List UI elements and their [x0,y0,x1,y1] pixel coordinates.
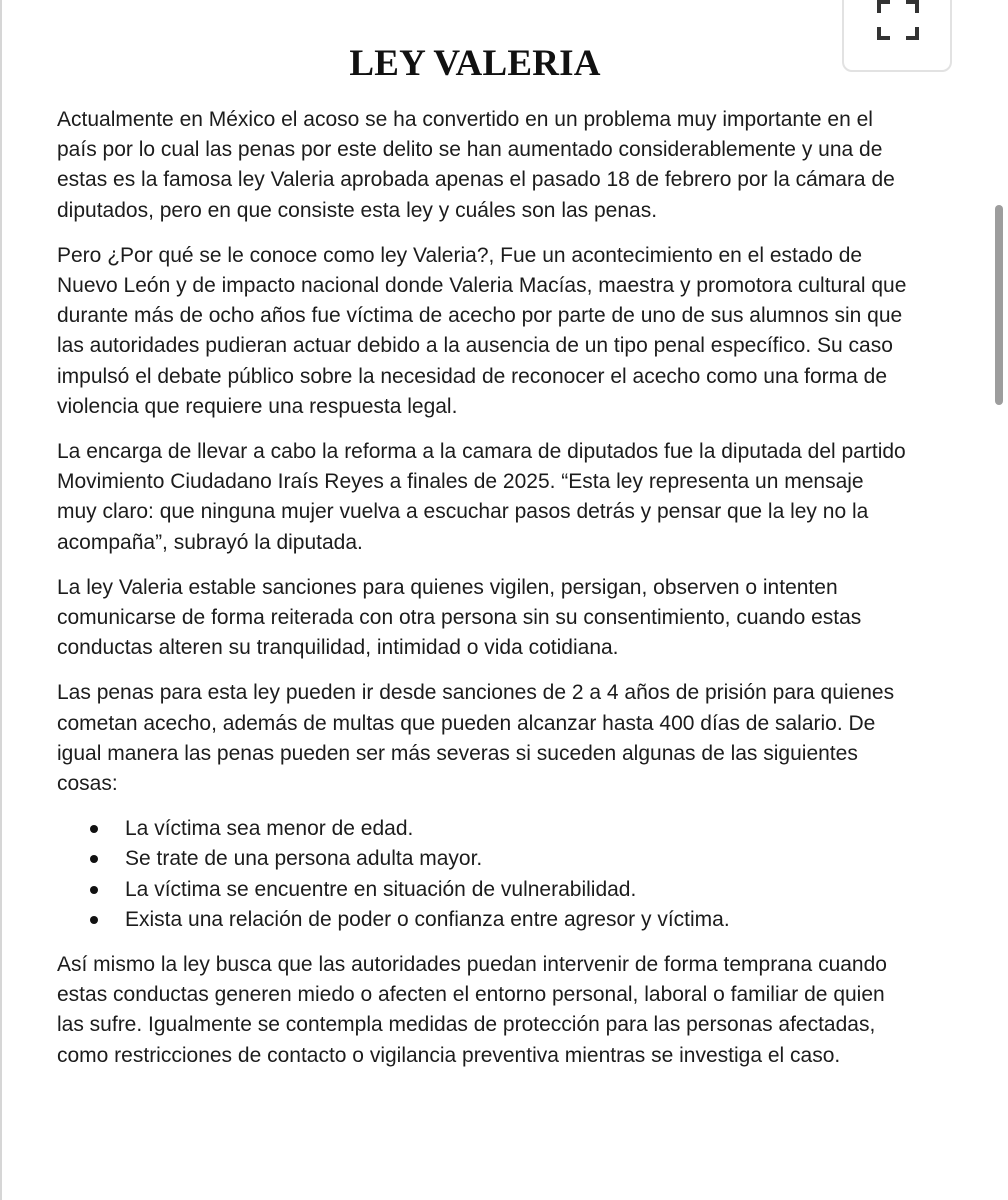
bullet-dot-icon [90,855,98,863]
paragraph-intro: Actualmente en México el acoso se ha convertido en un problema muy importante en el país por lo cual las penas por este delito se han aumentado considerablemente y una de estas es la famosa ley Valeria aprobada apenas el pasado 18 de febrero por la cámara de diputados, pero en que consiste esta ley y cuáles son las penas. [57,108,895,222]
paragraph-origin: Pero ¿Por qué se le conoce como ley Valeria?, Fue un acontecimiento en el estado de Nuevo León y de impacto nacional donde Valeria Macías, maestra y promotora cultural que durante más de ocho años fue víctima de acecho por parte de uno de sus alumnos sin que las autoridades pudieran actuar debido a la ausencia de un tipo penal específico. Su caso impulsó el debate público sobre la necesidad de reconocer el acecho como una forma de violencia que requiere una respuesta legal. [57,243,907,418]
list-item-text: Se trate de una persona adulta mayor. [125,847,483,871]
paragraph-penalties: Las penas para esta ley pueden ir desde sanciones de 2 a 4 años de prisión para quienes cometan acecho, además de multas que pueden alcanzar hasta 400 días de salario. De igual manera las penas pueden ser más severas si suceden algunas de las siguientes cosas: [57,681,895,796]
list-item-text: La víctima se encuentre en situación de vulnerabilidad. [125,877,637,901]
bullet-dot-icon [90,916,98,924]
expand-icon [877,0,919,40]
paragraph-protection: Así mismo la ley busca que las autoridades puedan intervenir de forma temprana cuando estas conductas generen miedo o afecten el entorno personal, laboral o familiar de quien las sufre. Igualmente se contempla medidas de protección para las personas afectadas, como restricciones de contacto o vigilancia preventiva mientras se investiga el caso. [57,953,887,1067]
list-item [57,875,907,905]
list-item-text: La víctima sea menor de edad. [125,817,414,841]
document-body [57,105,907,1086]
vertical-scrollbar[interactable] [990,0,1008,1200]
paragraph-sanctions: La ley Valeria estable sanciones para quienes vigilen, persigan, observen o intenten comunicarse de forma reiterada con otra persona sin su consentimiento, cuando estas conductas alteren su tranquilidad, intimidad o vida cotidiana. [57,575,862,660]
list-item [57,905,907,935]
scrollbar-thumb[interactable] [995,205,1003,405]
paragraph-reform: La encarga de llevar a cabo la reforma a la camara de diputados fue la diputada del partido Movimiento Ciudadano Iraís Reyes a finales de 2025. “Esta ley representa un mensaje muy claro: que ninguna mujer vuelva a escuchar pasos detrás y pensar que la ley no la acompaña”, subrayó la diputada. [57,440,906,554]
document-title: LEY VALERIA [349,43,601,84]
list-item [57,814,907,844]
bullet-dot-icon [90,886,98,894]
list-item [57,844,907,874]
list-item-text: Exista una relación de poder o confianza entre agresor y víctima. [125,907,730,931]
bullet-dot-icon [90,825,98,833]
aggravating-factors-list [57,814,907,935]
fullscreen-button[interactable] [842,0,952,72]
